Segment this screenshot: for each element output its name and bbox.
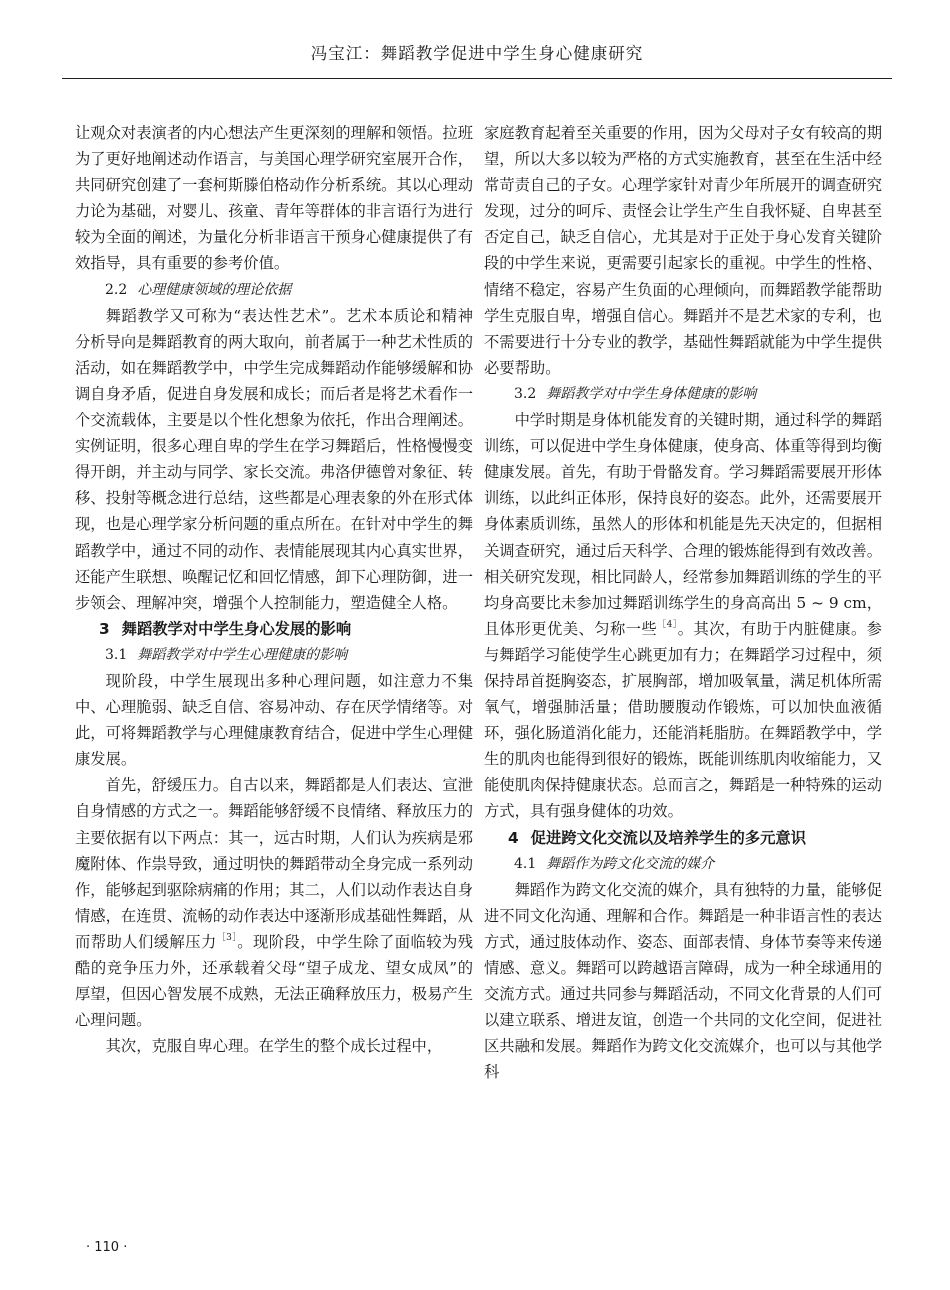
running-header: 冯宝江：舞蹈教学促进中学生身心健康研究 [310,44,644,63]
citation-ref: ［4］ [657,619,678,630]
paragraph: 现阶段，中学生展现出多种心理问题，如注意力不集中、心理脆弱、缺乏自信、容易冲动、存在厌学情绪等。对此，可将舞蹈教学与心理健康教育结合，促进中学生心理健康发展。 [75,671,473,769]
paragraph-text: 首先，舒缓压力。自古以来，舞蹈都是人们表达、宣泄自身情感的方式之一。舞蹈能够舒缓不良情绪、释放压力的主要依据有以下两点：其一，远古时期，人们认为疾病是邪魔附体、作祟导致，通过明快的舞蹈带动全身完成一系列动作，能够起到驱除病痛的作用；其二，人们以动作表达自身情感，在连贯、流畅的动作表达中逐渐形成基础性舞蹈，从而帮助人们缓解压力 [75,776,473,951]
section-number: 3.2 [514,385,537,402]
section-heading-3 [75,616,473,642]
section-title: 舞蹈教学对中学生心理健康的影响 [137,646,348,663]
section-heading-4 [484,825,882,851]
section-title: 舞蹈教学对中学生身体健康的影响 [546,385,757,402]
left-column [75,120,473,1059]
citation-ref: ［3］ [216,932,238,943]
section-title: 心理健康领域的理论依据 [137,281,292,298]
right-column [484,120,882,1085]
section-title: 舞蹈作为跨文化交流的媒介 [546,855,715,872]
section-title: 促进跨文化交流以及培养学生的多元意识 [530,828,807,847]
header-rule [62,78,892,79]
section-heading-4-1 [484,851,882,877]
paragraph: 其次，克服自卑心理。在学生的整个成长过程中， [105,1037,443,1056]
paragraph: 舞蹈教学又可称为“表达性艺术”。艺术本质论和精神分析导向是舞蹈教育的两大取向，前者属于一种艺术性质的活动，如在舞蹈教学中，中学生完成舞蹈动作能够缓解和协调自身矛盾，促进自身发展和成长；而后者是将艺术看作一个交流载体，主要是以个性化想象为依托，作出合理阐述。实例证明，很多心理自卑的学生在学习舞蹈后，性格慢慢变得开朗，并主动与同学、家长交流。弗洛伊德曾对象征、转移、投射等概念进行总结，这些都是心理表象的外在形式体现，也是心理学家分析问题的重点所在。在针对中学生的舞蹈教学中，通过不同的动作、表情能展现其内心真实世界，还能产生联想、唤醒记忆和回忆情感，卸下心理防御，进一步领会、理解冲突，增强个人控制能力，塑造健全人格。 [75,306,473,612]
paragraph-text: 中学时期是身体机能发育的关键时期，通过科学的舞蹈训练，可以促进中学生身体健康，使身高、体重等得到均衡健康发展。首先，有助于骨骼发育。学习舞蹈需要展开形体训练，以此纠正体形，保持良好的姿态。此外，还需要展开身体素质训练，虽然人的形体和机能是先天决定的，但据相关调查研究，通过后天科学、合理的锻炼能得到有效改善。相关研究发现，相比同龄人，经常参加舞蹈训练的学生的平均身高要比未参加过舞蹈训练学生的身高高出 5 ~ 9 cm，且体形更优美、匀称一些 [484,411,882,638]
section-title: 舞蹈教学对中学生身心发展的影响 [121,619,352,638]
paragraph-text: 。其次，有助于内脏健康。参与舞蹈学习能使学生心跳更加有力；在舞蹈学习过程中，须保持昂首挺胸姿态，扩展胸部，增加吸氧量，满足机体所需氧气，增强肺活量；借助腰腹动作锻炼，可以加快血液循环，强化肠道消化能力，还能消耗脂肪。在舞蹈教学中，学生的肌肉也能得到很好的锻炼，既能训练肌肉收缩能力，又能使肌肉保持健康状态。总而言之，舞蹈是一种特殊的运动方式，具有强身健体的功效。 [484,619,882,821]
paragraph: 让观众对表演者的内心想法产生更深刻的理解和领悟。拉班为了更好地阐述动作语言，与美国心理学研究室展开合作，共同研究创建了一套柯斯滕伯格动作分析系统。其以心理动力论为基础，对婴儿、孩童、青年等群体的非言语行为进行较为全面的阐述，为量化分析非语言干预身心健康提供了有效指导，具有重要的参考价值。 [75,124,473,273]
section-heading-2-2 [75,277,473,303]
paragraph-text: 。现阶段，中学生除了面临较为残酷的竞争压力外，还承载着父母“望子成龙、望女成凤”的厚望，但因心智发展不成熟，无法正确释放压力，极易产生心理问题。 [75,932,473,1030]
section-number: 2.2 [105,281,128,298]
page-number: · 110 · [86,1240,128,1255]
section-number: 4.1 [514,855,537,872]
paragraph: 家庭教育起着至关重要的作用，因为父母对子女有较高的期望，所以大多以较为严格的方式实施教育，甚至在生活中经常苛责自己的子女。心理学家针对青少年所展开的调查研究发现，过分的呵斥、责怪会让学生产生自我怀疑、自卑甚至否定自己，缺乏自信心，尤其是对于正处于身心发育关键阶段的中学生来说，更需要引起家长的重视。中学生的性格、情绪不稳定，容易产生负面的心理倾向，而舞蹈教学能帮助学生克服自卑，增强自信心。舞蹈并不是艺术家的专利，也不需要进行十分专业的教学，基础性舞蹈就能为中学生提供必要帮助。 [484,124,882,377]
paragraph: 舞蹈作为跨文化交流的媒介，具有独特的力量，能够促进不同文化沟通、理解和合作。舞蹈是一种非语言性的表达方式，通过肢体动作、姿态、面部表情、身体节奏等来传递情感、意义。舞蹈可以跨越语言障碍，成为一种全球通用的交流方式。通过共同参与舞蹈活动，不同文化背景的人们可以建立联系、增进友谊，创造一个共同的文化空间，促进社区共融和发展。舞蹈作为跨文化交流媒介，也可以与其他学科 [484,880,882,1082]
section-heading-3-2 [484,381,882,407]
paragraph [484,407,882,825]
section-number: 3 [99,619,110,638]
section-number: 4 [508,828,519,847]
paragraph [75,772,473,1033]
section-heading-3-1 [75,642,473,668]
section-number: 3.1 [105,646,128,663]
